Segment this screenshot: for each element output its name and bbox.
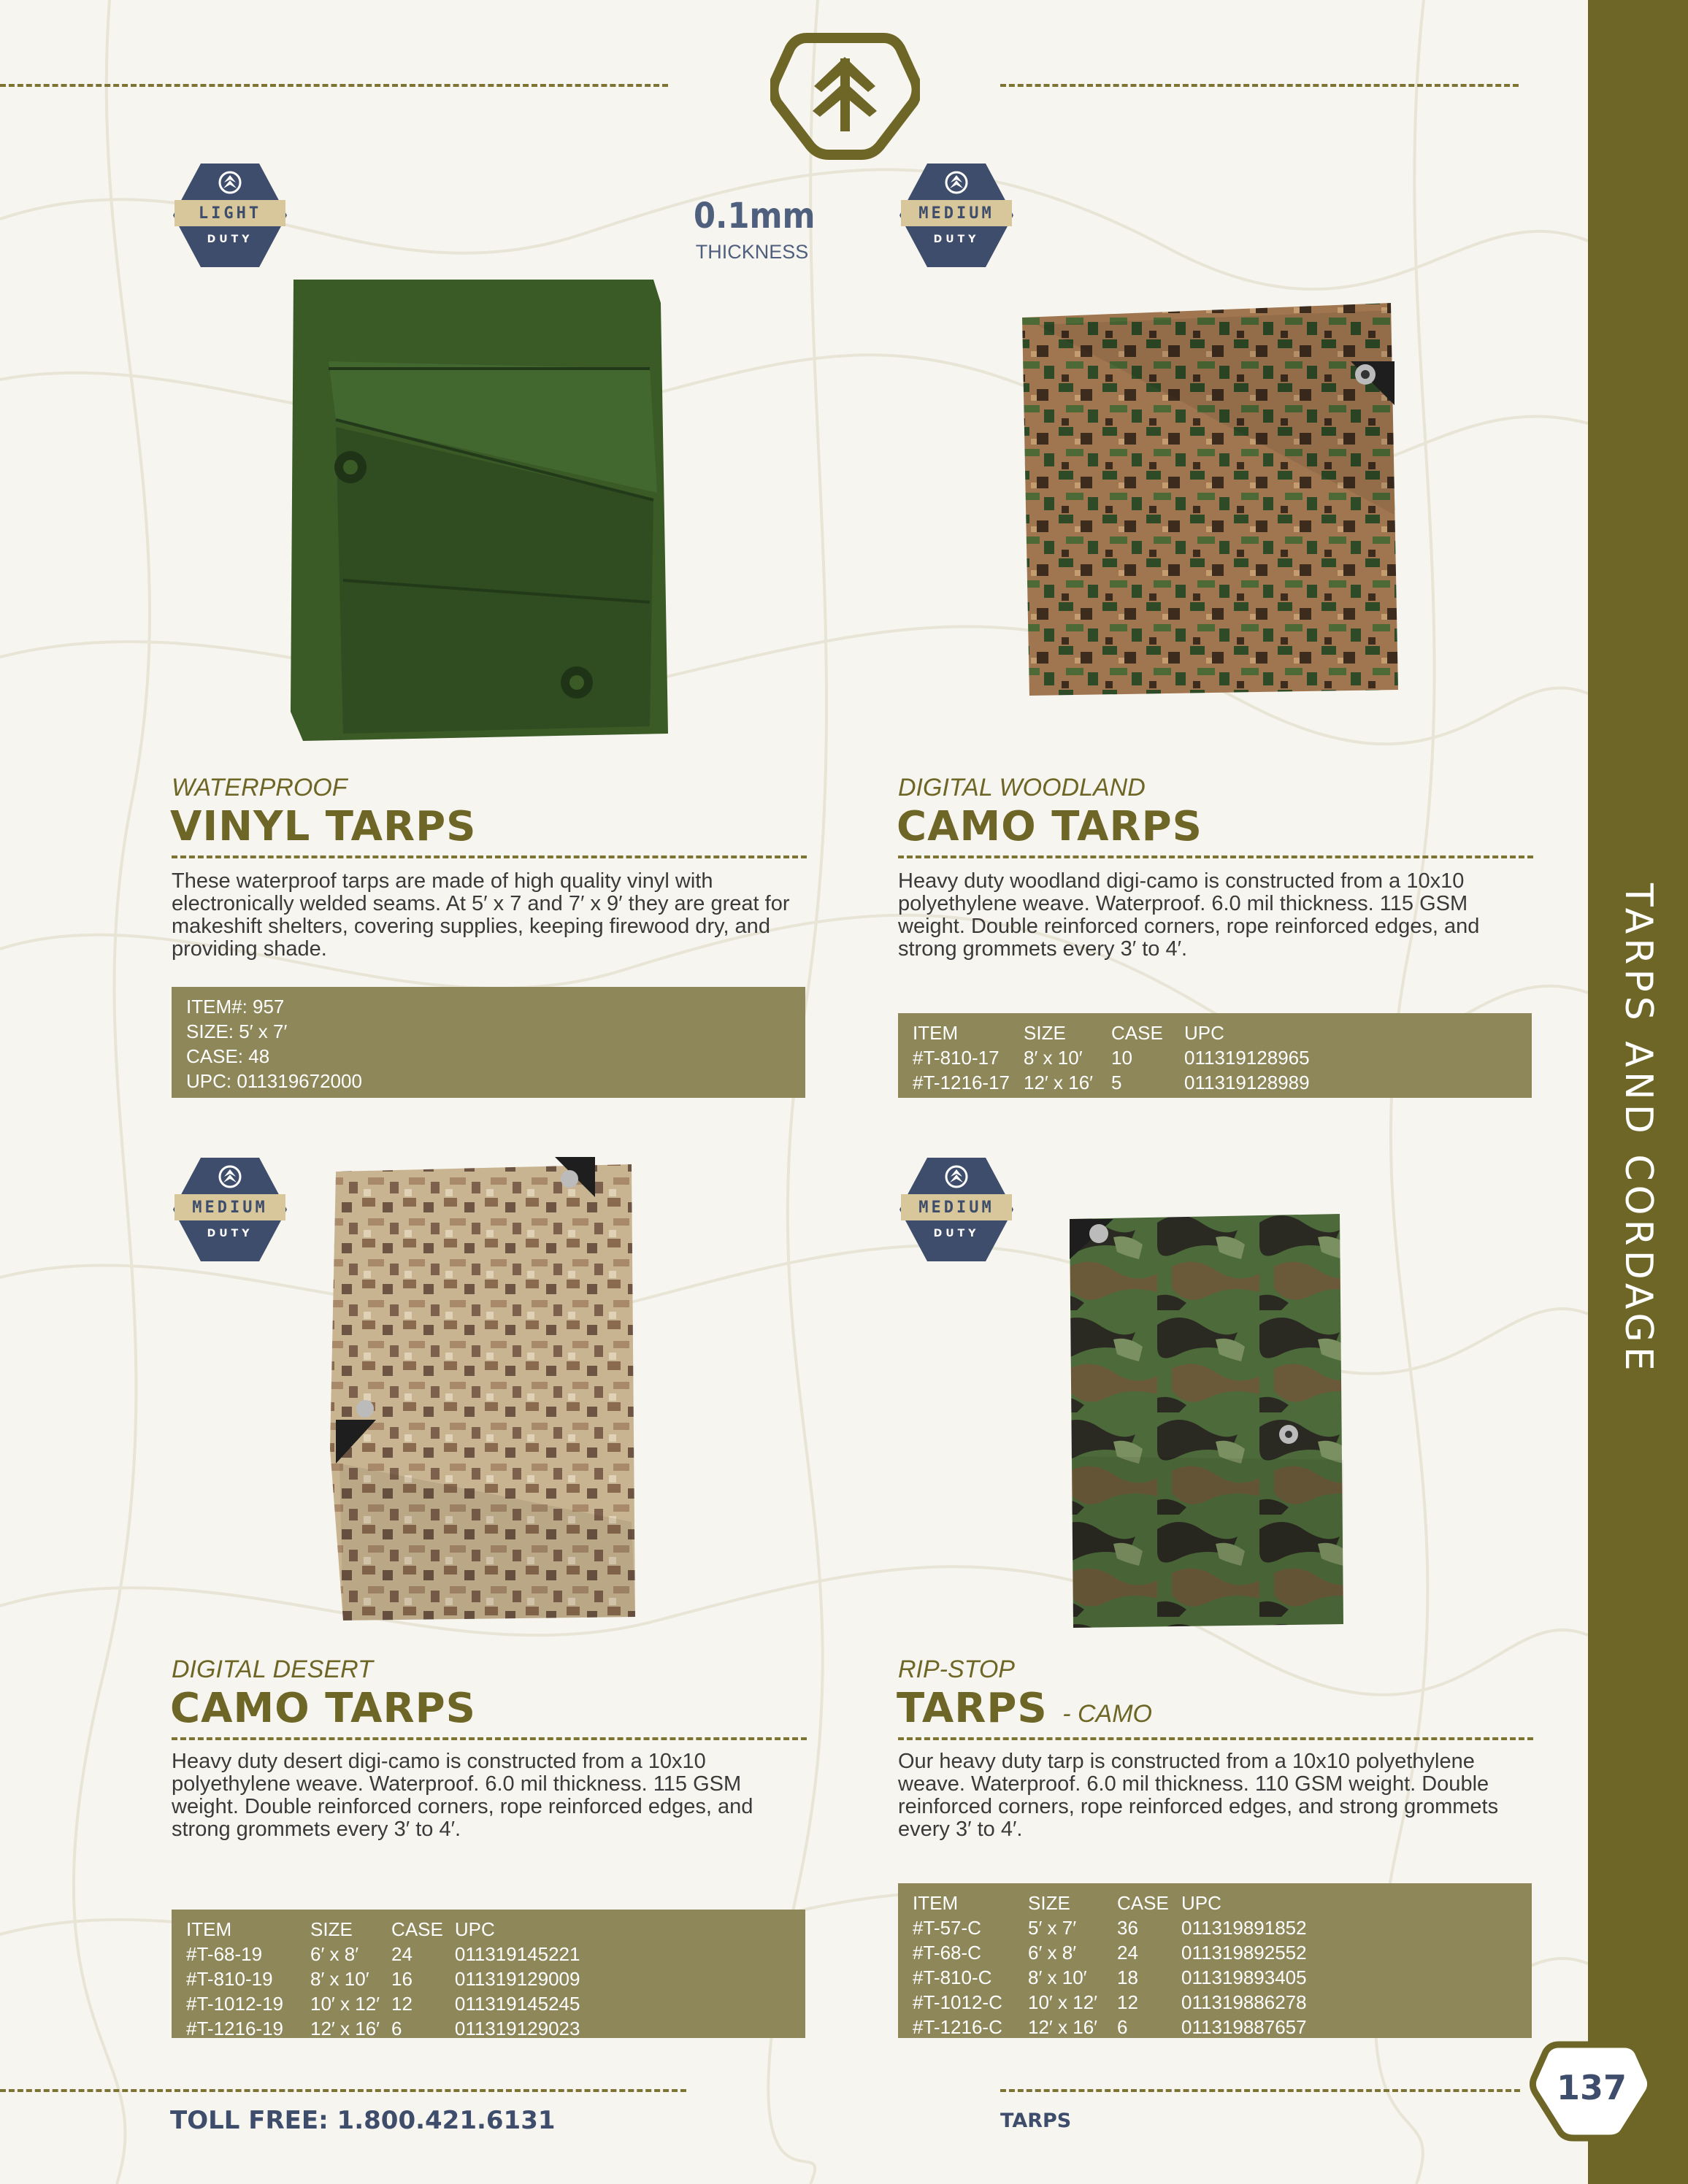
cell-item: #T-1012-19 (186, 1993, 283, 2015)
duty-badge-sub: DUTY (207, 1228, 253, 1239)
spec-upc: UPC: 011319672000 (186, 1070, 362, 1092)
cell-size: 10′ x 12′ (310, 1993, 380, 2015)
toll-free-number: TOLL FREE: 1.800.421.6131 (170, 2106, 556, 2135)
table-row (913, 1070, 1321, 1095)
cell-case: 36 (1117, 1917, 1138, 1939)
duty-badge (898, 161, 1015, 270)
duty-badge-level: MEDIUM (918, 1199, 994, 1217)
duty-badge-level: MEDIUM (918, 204, 994, 223)
spec-item: ITEM#: 957 (186, 996, 285, 1018)
product-photo (1055, 1208, 1347, 1631)
cell-case: 6 (1117, 2016, 1128, 2038)
product-photo (321, 1157, 635, 1624)
cell-item: #T-1012-C (913, 1991, 1002, 2013)
product-eyebrow: RIP-STOP (898, 1656, 1015, 1683)
header-divider-left (0, 84, 668, 87)
cell-item: #T-810-19 (186, 1968, 273, 1990)
cell-case: 24 (391, 1943, 413, 1965)
cell-upc: 011319887657 (1181, 2016, 1307, 2038)
product-description: Heavy duty desert digi-camo is constructed from a 10x10 polyethylene weave. Waterproof. 6.0 mil thickness. 115 GSM weight. Double reinforced corners, rope reinforced edges, and strong grommets every 3′ to 4′. (172, 1750, 753, 1841)
spec-case: CASE: 48 (186, 1045, 270, 1067)
col-size: SIZE (310, 1918, 353, 1940)
cell-size: 12′ x 16′ (1024, 1072, 1094, 1093)
col-upc: UPC (1184, 1022, 1224, 1044)
product-title (897, 1685, 1152, 1732)
woodland-camo-tarp-photo-icon (1055, 1208, 1347, 1631)
cell-case: 10 (1111, 1047, 1132, 1069)
cell-case: 12 (391, 1993, 413, 2015)
duty-badge-level: LIGHT (198, 204, 262, 223)
cell-size: 6′ x 8′ (1028, 1942, 1077, 1964)
table-row (913, 2015, 1319, 2039)
spec-table (913, 1891, 1319, 2039)
col-item: ITEM (913, 1022, 959, 1044)
cell-item: #T-68-19 (186, 1943, 263, 1965)
cell-upc: 011319145221 (454, 1943, 580, 1965)
col-case: CASE (1117, 1892, 1169, 1914)
duty-badge (898, 1155, 1015, 1264)
duty-badge (172, 1155, 288, 1264)
spec-table (913, 1020, 1321, 1095)
table-row (186, 1966, 591, 1991)
product-title: CAMO TARPS (170, 1685, 476, 1732)
header-divider-right (1000, 84, 1519, 87)
duty-badge-level: MEDIUM (192, 1199, 268, 1217)
product-eyebrow: WATERPROOF (172, 774, 348, 801)
cell-item: #T-1216-C (913, 2016, 1002, 2038)
col-item: ITEM (913, 1892, 959, 1914)
spec-table (186, 1917, 591, 2041)
cell-item: #T-57-C (913, 1917, 981, 1939)
table-row (186, 1942, 591, 1966)
cell-case: 16 (391, 1968, 413, 1990)
cell-size: 8′ x 10′ (310, 1968, 369, 1990)
cell-upc: 011319129009 (454, 1968, 580, 1990)
table-row (186, 2016, 591, 2041)
woodland-digi-camo-tarp-photo-icon (1015, 296, 1402, 701)
table-row (913, 1990, 1319, 2015)
cell-item: #T-1216-19 (186, 2018, 283, 2039)
duty-badge-sub: DUTY (207, 234, 253, 245)
cell-case: 24 (1117, 1942, 1138, 1964)
cell-upc: 011319145245 (454, 1993, 580, 2015)
section-side-label: TARPS AND CORDAGE (1616, 883, 1660, 1375)
thickness-value: 0.1mm (694, 196, 816, 237)
footer-divider-right (1000, 2089, 1520, 2092)
table-header-row (186, 1917, 591, 1942)
section-side-band (1588, 0, 1688, 2184)
cell-upc: 011319892552 (1181, 1942, 1307, 1964)
duty-badge-sub: DUTY (933, 1228, 980, 1239)
product-eyebrow: DIGITAL DESERT (172, 1656, 373, 1683)
col-upc: UPC (454, 1918, 495, 1940)
cell-item: #T-1216-17 (913, 1072, 1010, 1093)
spec-table-box (898, 1883, 1532, 2038)
table-row (913, 1915, 1319, 1940)
cell-upc: 011319128965 (1184, 1047, 1310, 1069)
duty-badge (172, 161, 288, 270)
col-upc: UPC (1181, 1892, 1221, 1914)
product-description: Our heavy duty tarp is constructed from a 10x10 polyethylene weave. Waterproof. 6.0 mil thickness. 110 GSM weight. Double reinforced corners, rope reinforced edges, and strong grommets every 3′ to 4′. (898, 1750, 1499, 1841)
product-title: CAMO TARPS (897, 803, 1202, 850)
product-divider (172, 855, 807, 858)
product-description: These waterproof tarps are made of high quality vinyl with electronically welded seams. At 5′ x 7 and 7′ x 9′ they are great for makeshift shelters, covering supplies, keeping firewood dry, and providing shade. (172, 869, 790, 961)
cell-upc: 011319886278 (1181, 1991, 1307, 2013)
desert-digi-camo-tarp-photo-icon (321, 1157, 635, 1624)
product-title-main: TARPS (897, 1685, 1048, 1732)
cell-size: 12′ x 16′ (310, 2018, 380, 2039)
cell-case: 5 (1111, 1072, 1122, 1093)
duty-badge-sub: DUTY (933, 234, 980, 245)
table-row (913, 1965, 1319, 1990)
cell-size: 10′ x 12′ (1028, 1991, 1098, 2013)
cell-item: #T-68-C (913, 1942, 981, 1964)
cell-case: 12 (1117, 1991, 1138, 2013)
cell-upc: 011319893405 (1181, 1966, 1307, 1988)
product-title-suffix: - CAMO (1062, 1700, 1152, 1728)
table-header-row (913, 1891, 1319, 1915)
table-row (186, 1991, 591, 2016)
table-row (913, 1045, 1321, 1070)
col-case: CASE (1111, 1022, 1163, 1044)
table-row (913, 1940, 1319, 1965)
col-case: CASE (391, 1918, 443, 1940)
footer-section-name: TARPS (1000, 2110, 1072, 2132)
product-eyebrow: DIGITAL WOODLAND (898, 774, 1146, 801)
product-photo (1015, 296, 1402, 701)
cell-item: #T-810-17 (913, 1047, 1000, 1069)
spec-table-box (172, 1910, 805, 2038)
footer-divider-left (0, 2089, 686, 2092)
spec-box (172, 987, 805, 1098)
cell-upc: 011319129023 (454, 2018, 580, 2039)
table-header-row (913, 1020, 1321, 1045)
product-photo (285, 274, 672, 745)
product-divider (898, 855, 1533, 858)
product-description: Heavy duty woodland digi-camo is constructed from a 10x10 polyethylene weave. Waterproof. 6.0 mil thickness. 115 GSM weight. Double reinforced corners, rope reinforced edges, and strong grommets every 3′ to 4′. (898, 869, 1480, 961)
page-number: 137 (1556, 2068, 1627, 2107)
product-title: VINYL TARPS (170, 803, 477, 850)
product-divider (172, 1737, 807, 1740)
brand-logo-icon (770, 29, 920, 161)
cell-size: 6′ x 8′ (310, 1943, 359, 1965)
green-vinyl-tarp-photo-icon (285, 274, 672, 745)
col-item: ITEM (186, 1918, 232, 1940)
col-size: SIZE (1024, 1022, 1066, 1044)
cell-size: 12′ x 16′ (1028, 2016, 1098, 2038)
cell-size: 8′ x 10′ (1028, 1966, 1087, 1988)
col-size: SIZE (1028, 1892, 1070, 1914)
thickness-label: THICKNESS (695, 241, 809, 263)
cell-item: #T-810-C (913, 1966, 992, 1988)
cell-size: 8′ x 10′ (1024, 1047, 1083, 1069)
spec-table-box (898, 1013, 1532, 1098)
cell-case: 6 (391, 2018, 402, 2039)
cell-upc: 011319891852 (1181, 1917, 1307, 1939)
cell-case: 18 (1117, 1966, 1138, 1988)
page-number-badge (1530, 2040, 1654, 2142)
cell-size: 5′ x 7′ (1028, 1917, 1077, 1939)
product-divider (898, 1737, 1533, 1740)
spec-size: SIZE: 5′ x 7′ (186, 1020, 288, 1042)
cell-upc: 011319128989 (1184, 1072, 1310, 1093)
